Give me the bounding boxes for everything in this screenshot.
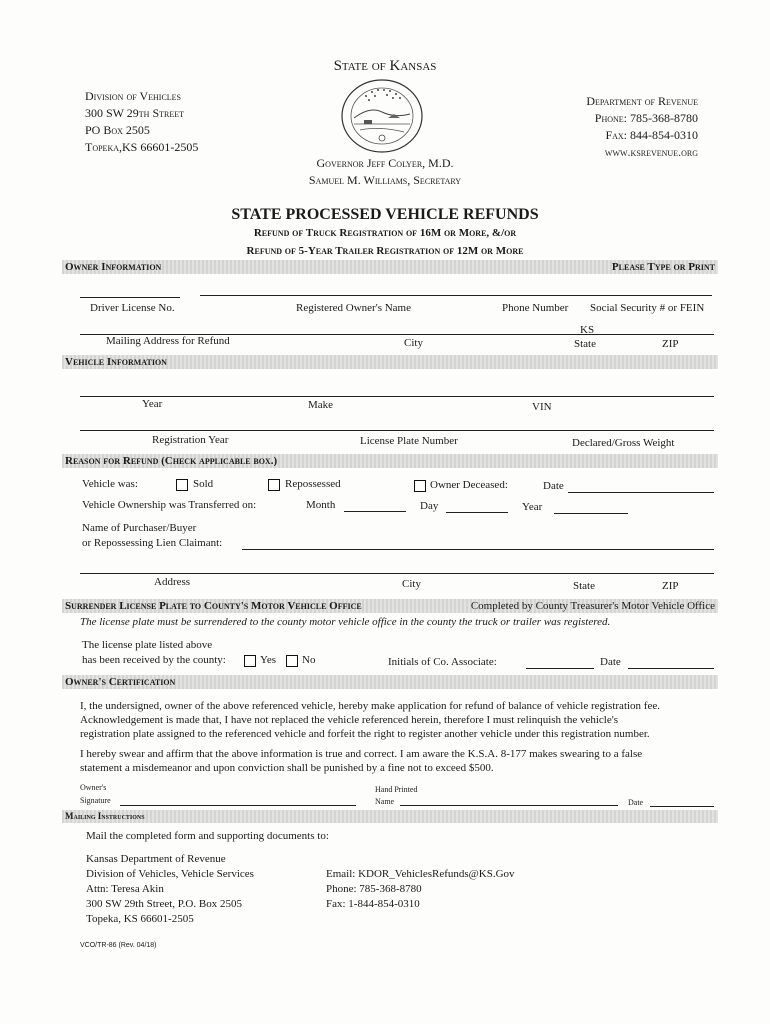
- contact-fax: Fax: 1-844-854-0310: [326, 898, 420, 910]
- surrender-note: The license plate must be surrendered to the county motor vehicle office in the county the truck or trailer was registered.: [80, 616, 611, 628]
- vehicle-line-1[interactable]: [80, 396, 714, 397]
- transfer-year-line[interactable]: [554, 513, 628, 514]
- signature-label: Signature: [80, 796, 111, 805]
- mail-address-line: Topeka, KS 66601-2505: [86, 913, 194, 925]
- registration-year-label: Registration Year: [152, 434, 229, 446]
- surrender-plate-bar: [62, 599, 718, 613]
- owner-name-label: Registered Owner's Name: [296, 302, 412, 314]
- plate-received-line-1: The license plate listed above: [82, 639, 213, 651]
- purchaser-zip-label: ZIP: [662, 580, 679, 592]
- license-plate-label: License Plate Number: [360, 435, 458, 447]
- secretary-line: Samuel M. Williams, Secretary: [308, 173, 462, 187]
- contact-line: Fax: 844-854-0310: [605, 128, 698, 142]
- transfer-day-line[interactable]: [446, 512, 508, 513]
- city-label: City: [404, 337, 423, 349]
- form-id: VCO/TR-86 (Rev. 04/18): [80, 942, 157, 949]
- vehicle-line-2[interactable]: [80, 430, 714, 431]
- vehicle-was-label: Vehicle was:: [82, 478, 138, 490]
- mailing-address-label: Mailing Address for Refund: [106, 335, 230, 347]
- division-address: [85, 88, 198, 156]
- purchaser-address-label: Address: [154, 576, 191, 588]
- repossessed-checkbox[interactable]: [268, 479, 280, 491]
- section-title: Reason for Refund (Check applicable box.): [65, 455, 278, 467]
- yes-label: Yes: [260, 654, 277, 666]
- cert-date-label: Date: [628, 798, 644, 807]
- mailing-address-block: [86, 852, 254, 927]
- mailing-intro: Mail the completed form and supporting documents to:: [86, 830, 329, 842]
- no-checkbox[interactable]: [286, 655, 298, 667]
- owner-information-bar: [62, 260, 718, 274]
- state-title: State of Kansas: [333, 58, 437, 74]
- signature-line[interactable]: [120, 805, 356, 806]
- certification-paragraph-2: [80, 747, 642, 775]
- mailing-contact-block: [326, 867, 515, 912]
- section-title: Mailing Instructions: [65, 811, 145, 821]
- plate-received-line-2: has been received by the county:: [82, 654, 226, 666]
- transfer-day-label: Day: [420, 500, 439, 512]
- gross-weight-label: Declared/Gross Weight: [572, 437, 675, 449]
- sold-checkbox[interactable]: [176, 479, 188, 491]
- vin-label: VIN: [532, 401, 552, 413]
- owner-deceased-label: Owner Deceased:: [430, 479, 508, 491]
- mail-address-line: Division of Vehicles, Vehicle Services: [86, 868, 254, 880]
- contact-line: www.ksrevenue.org: [604, 145, 698, 159]
- owners-certification-bar: [62, 675, 718, 689]
- make-label: Make: [308, 399, 334, 411]
- driver-license-line[interactable]: [80, 297, 180, 298]
- purchaser-label-1: Name of Purchaser/Buyer: [82, 522, 197, 534]
- contact-line: Department of Revenue: [586, 94, 698, 108]
- purchaser-state-label: State: [573, 580, 595, 592]
- type-or-print-note: Please Type or Print: [611, 261, 715, 273]
- cert-text-line: registration plate assigned to the referenced vehicle and forfeit the right to register another vehicle under this registration number.: [80, 728, 650, 740]
- state-label: State: [574, 338, 596, 350]
- driver-license-label: Driver License No.: [90, 302, 175, 314]
- mailing-instructions-bar: [62, 810, 718, 823]
- phone-label: Phone Number: [502, 302, 569, 314]
- vehicle-information-bar: [62, 355, 718, 369]
- address-line: 300 SW 29th Street: [85, 106, 185, 120]
- repossessed-label: Repossessed: [285, 478, 341, 490]
- certification-paragraph-1: [80, 699, 660, 741]
- mail-address-line: Kansas Department of Revenue: [86, 853, 226, 865]
- no-label: No: [302, 654, 316, 666]
- purchaser-label-2: or Repossessing Lien Claimant:: [82, 537, 223, 549]
- zip-label: ZIP: [662, 338, 679, 350]
- transfer-year-label: Year: [522, 501, 543, 513]
- state-value: KS: [580, 324, 595, 336]
- deceased-date-line[interactable]: [568, 492, 714, 493]
- completed-by-note: Completed by County Treasurer's Motor Vehicle Office: [470, 600, 715, 612]
- cert-text-line: Acknowledgement is made that, I have not replaced the vehicle referenced herein, therefore I must relinquish the vehicle's: [80, 714, 619, 726]
- initials-line[interactable]: [526, 668, 594, 669]
- owner-deceased-checkbox[interactable]: [414, 480, 426, 492]
- form-subtitle-truck: Refund of Truck Registration of 16M or More, &/or: [253, 227, 517, 239]
- county-date-label: Date: [600, 656, 621, 668]
- contact-line: Phone: 785-368-8780: [594, 111, 698, 125]
- contact-phone: Phone: 785-368-8780: [326, 883, 422, 895]
- cert-text-line: I, the undersigned, owner of the above referenced vehicle, hereby make application for refund of balance of vehicle registration fee.: [80, 700, 660, 712]
- deceased-date-label: Date: [543, 480, 564, 492]
- mail-address-line: 300 SW 29th Street, P.O. Box 2505: [86, 898, 242, 910]
- printed-name-line[interactable]: [400, 805, 618, 806]
- owners-label: Owner's: [80, 783, 107, 792]
- year-label: Year: [142, 398, 163, 410]
- section-title: Owner's Certification: [65, 676, 176, 688]
- county-date-line[interactable]: [628, 668, 714, 669]
- initials-label: Initials of Co. Associate:: [388, 656, 497, 668]
- section-title: Owner Information: [65, 261, 162, 273]
- address-line: PO Box 2505: [85, 123, 150, 137]
- sold-label: Sold: [193, 478, 214, 490]
- cert-text-line: I hereby swear and affirm that the above information is true and correct. I am aware the K.S.A. 8-177 makes swearing to a false: [80, 748, 643, 760]
- address-line: Topeka,KS 66601-2505: [85, 140, 199, 154]
- contact-email[interactable]: Email: KDOR_VehiclesRefunds@KS.Gov: [326, 868, 515, 880]
- yes-checkbox[interactable]: [244, 655, 256, 667]
- owner-name-line[interactable]: [200, 295, 712, 296]
- ssn-fein-label: Social Security # or FEIN: [590, 302, 705, 314]
- address-line: Division of Vehicles: [85, 89, 182, 103]
- section-title: Vehicle Information: [65, 356, 167, 368]
- cert-text-line: statement a misdemeanor and upon conviction shall be punished by a fine not to exceed $500.: [80, 762, 494, 774]
- transfer-month-line[interactable]: [344, 511, 406, 512]
- transfer-month-label: Month: [306, 499, 336, 511]
- governor-line: Governor Jeff Colyer, M.D.: [316, 156, 454, 170]
- name-label: Name: [375, 797, 395, 806]
- form-subtitle-trailer: Refund of 5-Year Trailer Registration of 12M or More: [246, 245, 524, 257]
- kansas-state-seal: [340, 78, 424, 154]
- section-title: Surrender License Plate to County's Motor Vehicle Office: [65, 600, 362, 612]
- purchaser-name-line[interactable]: [242, 549, 714, 550]
- transferred-on-label: Vehicle Ownership was Transferred on:: [82, 499, 257, 511]
- purchaser-address-line[interactable]: [80, 573, 714, 574]
- cert-date-line[interactable]: [650, 806, 714, 807]
- reason-for-refund-bar: [62, 454, 718, 468]
- hand-printed-label: Hand Printed: [375, 785, 418, 794]
- mail-address-line: Attn: Teresa Akin: [86, 883, 164, 895]
- purchaser-city-label: City: [402, 578, 421, 590]
- department-contact: [586, 93, 698, 161]
- form-title: STATE PROCESSED VEHICLE REFUNDS: [231, 206, 539, 223]
